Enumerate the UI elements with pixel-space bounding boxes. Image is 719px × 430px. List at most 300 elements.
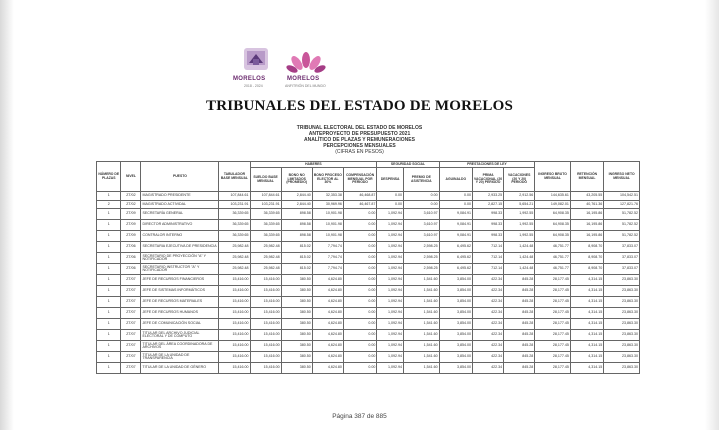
subtitle-tribunal: TRIBUNAL ELECTORAL DEL ESTADO DE MORELOS [296,125,423,131]
cell-vac: 845.28 [504,275,535,286]
cell-desp: 1,092.94 [377,352,404,363]
cell-tab: 15,416.00 [219,352,250,363]
cell-vac: 1,424.48 [504,242,535,253]
cell-desp: 1,092.94 [377,330,404,341]
cell-nivel: ZT/07 [121,308,141,319]
cell-tab: 15,416.00 [219,341,250,352]
cell-bproc: 7,794.74 [312,253,343,264]
cell-bruto: 28,177.45 [535,286,571,297]
cell-agui: 3,854.00 [439,275,472,286]
cell-ret: 4,314.15 [570,352,603,363]
cell-premio: 2,598.25 [404,242,440,253]
cell-nivel: ZT/02 [121,200,141,209]
cell-premio: 1,541.60 [404,275,440,286]
cell-bono: 380.50 [281,308,312,319]
cell-bruto: 46,751.77 [535,264,571,275]
cell-bono: 2,844.40 [281,200,312,209]
cell-neto: 37,833.07 [604,264,640,275]
right-logo-name: MORELOS [287,76,320,82]
cell-prima: 422.34 [473,275,504,286]
cell-nivel: ZT/07 [121,330,141,341]
cell-bono: 898.58 [281,220,312,231]
cell-desp: 1,092.94 [377,231,404,242]
cell-agui: 9,084.91 [439,231,472,242]
cell-comp: 46,467.87 [343,200,376,209]
cell-vac: 845.28 [504,363,535,374]
cell-ret: 40,761.36 [570,200,603,209]
left-logo-years: 2018 - 2024 [244,84,263,88]
cell-vac: 2,912.56 [504,192,535,201]
cell-neto: 37,833.07 [604,253,640,264]
cell-bono: 815.02 [281,242,312,253]
cell-nivel: ZT/07 [121,286,141,297]
cell-bruto: 28,177.45 [535,297,571,308]
cell-tab: 25,982.48 [219,242,250,253]
cell-bproc: 4,624.80 [312,352,343,363]
cell-desp: 0.00 [377,192,404,201]
cell-prima: 422.34 [473,297,504,308]
cell-neto: 51,782.52 [604,220,640,231]
cell-sueldo: 107,844.61 [250,192,281,201]
cell-vac: 1,992.55 [504,220,535,231]
cell-puesto: TITULAR DE LA UNIDAD DE TRANSPARENCIA [141,352,219,363]
cell-tab: 15,416.00 [219,330,250,341]
header-retencion: RETENCIÓN MENSUAL [570,162,603,192]
cell-prima: 422.34 [473,330,504,341]
cell-comp: 0.00 [343,363,376,374]
cell-bproc: 32,353.38 [312,192,343,201]
cell-nivel: ZT/06 [121,253,141,264]
cell-sueldo: 15,416.00 [250,341,281,352]
cell-n: 2 [97,200,121,209]
cell-sueldo: 15,416.00 [250,297,281,308]
cell-puesto: JEFE DE RECURSOS FINANCIEROS [141,275,219,286]
header-nivel: NIVEL [121,162,141,192]
header-group-haberes: HABERES [250,162,377,168]
cell-ret: 16,195.86 [570,220,603,231]
cell-n: 1 [97,352,121,363]
cell-prima: 998.33 [473,209,504,220]
header-vacaciones: VACACIONES (20 Y 20) PERIODO [504,168,535,192]
cell-vac: 1,992.55 [504,209,535,220]
cell-puesto: TITULAR DEL ARCHIVO JUDICIAL ELECTORAL Y DE CÓMPUTO [141,330,219,341]
cell-bproc: 4,624.80 [312,319,343,330]
cell-tab: 36,339.65 [219,231,250,242]
table-row [97,341,640,352]
cell-bproc: 4,624.80 [312,297,343,308]
cell-vac: 845.28 [504,286,535,297]
subtitle-percepciones: PERCEPCIONES MENSUALES [323,143,396,149]
cell-agui: 9,084.91 [439,209,472,220]
cell-vac: 845.28 [504,330,535,341]
cell-puesto: JEFE DE SISTEMAS INFORMÁTICOS [141,286,219,297]
cell-puesto: TITULAR DE LA UNIDAD DE GÉNERO [141,363,219,374]
cell-bproc: 7,794.74 [312,264,343,275]
table-row [97,192,640,201]
cell-nivel: ZT/07 [121,297,141,308]
salary-table [96,161,640,374]
cell-vac: 845.28 [504,297,535,308]
header-group-seguridad: SEGURIDAD SOCIAL [377,162,439,168]
cell-sueldo: 15,416.00 [250,286,281,297]
cell-ret: 16,195.86 [570,209,603,220]
cell-prima: 712.14 [473,253,504,264]
cell-neto: 23,863.30 [604,286,640,297]
cell-ret: 16,195.86 [570,231,603,242]
table-row [97,253,640,264]
cell-premio: 1,541.60 [404,297,440,308]
cell-bruto: 46,751.77 [535,253,571,264]
cell-tab: 15,416.00 [219,308,250,319]
cell-bono: 380.50 [281,352,312,363]
cell-tab: 36,339.65 [219,220,250,231]
cell-sueldo: 15,416.00 [250,352,281,363]
cell-bruto: 28,177.45 [535,363,571,374]
cell-neto: 51,782.52 [604,231,640,242]
cell-neto: 23,863.30 [604,308,640,319]
cell-bproc: 4,624.80 [312,308,343,319]
cell-desp: 1,092.94 [377,308,404,319]
cell-nivel: ZT/09 [121,231,141,242]
header-despensa: DESPENSA [377,168,404,192]
cell-puesto: JEFE DE RECURSOS MATERIALES [141,297,219,308]
cell-nivel: ZT/09 [121,209,141,220]
cell-desp: 1,092.94 [377,253,404,264]
cell-bproc: 10,901.98 [312,220,343,231]
subtitle-anteproyecto: ANTEPROYECTO DE PRESUPUESTO 2021 [308,131,411,137]
cell-nivel: ZT/07 [121,319,141,330]
cell-bono: 380.50 [281,297,312,308]
cell-neto: 23,863.30 [604,341,640,352]
table-row [97,352,640,363]
cell-agui: 0.00 [439,192,472,201]
cell-agui: 3,854.00 [439,352,472,363]
table-row [97,242,640,253]
cell-bruto: 64,908.35 [535,231,571,242]
cell-prima: 422.34 [473,319,504,330]
cell-nivel: ZT/02 [121,192,141,201]
cell-n: 1 [97,297,121,308]
cell-ret: 8,908.70 [570,253,603,264]
cell-vac: 845.28 [504,352,535,363]
cell-prima: 2,827.15 [473,200,504,209]
cell-tab: 25,982.48 [219,253,250,264]
cell-bproc: 4,624.80 [312,363,343,374]
cell-comp: 0.00 [343,275,376,286]
cell-tab: 15,416.00 [219,297,250,308]
cell-agui: 9,084.91 [439,220,472,231]
cell-nivel: ZT/07 [121,363,141,374]
cell-n: 1 [97,275,121,286]
cell-ret: 4,314.15 [570,363,603,374]
table-row [97,330,640,341]
cell-comp: 0.00 [343,341,376,352]
cell-bruto: 64,908.35 [535,209,571,220]
cell-sueldo: 15,416.00 [250,330,281,341]
cell-premio: 1,541.60 [404,352,440,363]
cell-agui: 3,854.00 [439,286,472,297]
cell-desp: 1,092.94 [377,242,404,253]
subtitle-cifras: (CIFRAS EN PESOS) [335,149,384,155]
cell-agui: 3,854.00 [439,330,472,341]
table-row [97,286,640,297]
cell-comp: 0.00 [343,242,376,253]
cell-puesto: MAGISTRADO ACTIVIDAL [141,200,219,209]
cell-n: 1 [97,209,121,220]
cell-comp: 0.00 [343,231,376,242]
cell-premio: 2,598.25 [404,264,440,275]
cell-sueldo: 15,416.00 [250,319,281,330]
cell-puesto: SECRETARIA EJECUTIVA DE PRESIDENCIA [141,242,219,253]
cell-vac: 845.28 [504,341,535,352]
cell-agui: 6,495.62 [439,264,472,275]
page-number: Página 387 de 885 [332,413,387,420]
header-bruto: INGRESO BRUTO MENSUAL [535,162,571,192]
cell-tab: 15,416.00 [219,363,250,374]
cell-agui: 3,854.00 [439,297,472,308]
cell-n: 1 [97,319,121,330]
cell-n: 1 [97,308,121,319]
cell-agui: 6,495.62 [439,242,472,253]
cell-prima: 422.34 [473,286,504,297]
cell-neto: 23,863.30 [604,363,640,374]
cell-bono: 380.50 [281,341,312,352]
cell-neto: 23,863.30 [604,330,640,341]
cell-bono: 2,844.40 [281,192,312,201]
cell-sueldo: 36,339.65 [250,231,281,242]
cell-bruto: 28,177.45 [535,275,571,286]
cell-puesto: SECRETARIO DE PROYECCIÓN "A" Y NOTIFICADOR [141,253,219,264]
cell-nivel: ZT/07 [121,275,141,286]
left-logo-name: MORELOS [233,76,266,82]
cell-desp: 1,092.94 [377,264,404,275]
header-prima: PRIMA VACACIONAL (20 Y 20) PERIODO [473,168,504,192]
cell-sueldo: 103,231.91 [250,200,281,209]
table-row [97,209,640,220]
cell-puesto: CONTRALOR INTERNO [141,231,219,242]
cell-premio: 3,610.97 [404,231,440,242]
cell-puesto: SECRETARIO INSTRUCTOR "A" Y NOTIFICADOR [141,264,219,275]
cell-ret: 43,205.55 [570,192,603,201]
cell-premio: 2,598.25 [404,253,440,264]
cell-desp: 1,092.94 [377,220,404,231]
cell-prima: 422.34 [473,352,504,363]
cell-premio: 1,541.60 [404,363,440,374]
cell-desp: 1,092.94 [377,363,404,374]
cell-agui: 6,495.62 [439,253,472,264]
cell-n: 1 [97,286,121,297]
cell-bono: 815.02 [281,264,312,275]
cell-n: 1 [97,242,121,253]
cell-vac: 1,424.48 [504,253,535,264]
cell-bproc: 7,794.74 [312,242,343,253]
cell-premio: 0.00 [404,200,440,209]
cell-comp: 0.00 [343,297,376,308]
table-row [97,220,640,231]
cell-premio: 1,541.60 [404,330,440,341]
cell-neto: 23,863.30 [604,352,640,363]
cell-bproc: 4,624.80 [312,275,343,286]
table-row [97,264,640,275]
cell-bruto: 28,177.45 [535,330,571,341]
cell-bono: 380.50 [281,363,312,374]
cell-sueldo: 25,982.48 [250,242,281,253]
cell-ret: 4,314.15 [570,275,603,286]
cell-ret: 4,314.15 [570,341,603,352]
table-row [97,200,640,209]
header-aguinaldo: AGUINALDO [439,168,472,192]
cell-desp: 1,092.94 [377,319,404,330]
header-bono: BONO NO LIMITADOS (PROMEDIO) [281,168,312,192]
cell-ret: 8,908.70 [570,242,603,253]
cell-neto: 23,863.30 [604,319,640,330]
cell-comp: 0.00 [343,308,376,319]
header-premio: PREMIO DE ASISTENCIA [404,168,440,192]
table-row [97,308,640,319]
header-puesto: PUESTO [141,162,219,192]
cell-comp: 0.00 [343,220,376,231]
cell-sueldo: 36,339.65 [250,209,281,220]
right-logo-tagline: ANFITRIÓN DEL MUNDO [285,84,326,88]
header-tabulador: TABULADOR BASE MENSUAL [219,162,250,192]
cell-ret: 4,314.15 [570,286,603,297]
cell-tab: 15,416.00 [219,286,250,297]
cell-premio: 3,610.97 [404,209,440,220]
cell-vac: 845.28 [504,319,535,330]
cell-n: 1 [97,253,121,264]
cell-agui: 3,854.00 [439,341,472,352]
cell-agui: 3,854.00 [439,308,472,319]
cell-agui: 3,854.00 [439,363,472,374]
cell-desp: 1,092.94 [377,275,404,286]
cell-desp: 1,092.94 [377,341,404,352]
header-sueldo: SUELDO BASE MENSUAL [250,168,281,192]
header-numero: NÚMERO DE PLAZAS [97,162,121,192]
cell-nivel: ZT/07 [121,352,141,363]
cell-comp: 0.00 [343,253,376,264]
cell-tab: 15,416.00 [219,275,250,286]
cell-comp: 0.00 [343,209,376,220]
cell-comp: 46,468.87 [343,192,376,201]
cell-prima: 422.34 [473,363,504,374]
cell-comp: 0.00 [343,319,376,330]
cell-nivel: ZT/06 [121,264,141,275]
cell-puesto: DIRECTOR ADMINISTRATIVO [141,220,219,231]
cell-neto: 104,542.51 [604,192,640,201]
cell-prima: 422.34 [473,341,504,352]
cell-n: 1 [97,264,121,275]
cell-prima: 998.33 [473,231,504,242]
cell-bruto: 28,177.45 [535,308,571,319]
cell-sueldo: 15,416.00 [250,308,281,319]
cell-bruto: 149,082.01 [535,200,571,209]
cell-sueldo: 15,416.00 [250,363,281,374]
cell-premio: 0.00 [404,192,440,201]
cell-ret: 4,314.15 [570,308,603,319]
header-group-prestaciones: PRESTACIONES DE LEY [439,162,535,168]
cell-bruto: 28,177.45 [535,352,571,363]
cell-vac: 1,424.48 [504,264,535,275]
cell-bruto: 28,177.45 [535,341,571,352]
cell-tab: 36,339.65 [219,209,250,220]
cell-bono: 815.02 [281,253,312,264]
cell-sueldo: 15,416.00 [250,275,281,286]
cell-puesto: JEFE DE COMUNICACIÓN SOCIAL [141,319,219,330]
cell-ret: 4,314.15 [570,297,603,308]
cell-agui: 3,854.00 [439,319,472,330]
cell-desp: 1,092.94 [377,209,404,220]
cell-bruto: 64,908.35 [535,220,571,231]
cell-prima: 998.33 [473,220,504,231]
cell-bono: 898.58 [281,231,312,242]
cell-bono: 380.50 [281,319,312,330]
cell-tab: 107,844.61 [219,192,250,201]
cell-premio: 3,610.97 [404,220,440,231]
cell-bono: 380.50 [281,275,312,286]
cell-bproc: 10,901.98 [312,209,343,220]
cell-premio: 1,541.60 [404,319,440,330]
cell-ret: 4,314.15 [570,330,603,341]
cell-n: 1 [97,220,121,231]
cell-premio: 1,541.60 [404,341,440,352]
cell-tab: 15,416.00 [219,319,250,330]
table-row [97,231,640,242]
cell-prima: 422.34 [473,308,504,319]
cell-neto: 23,863.30 [604,275,640,286]
cell-puesto: JEFE DE RECURSOS HUMANOS [141,308,219,319]
cell-vac: 845.28 [504,308,535,319]
cell-comp: 0.00 [343,330,376,341]
cell-bproc: 4,624.80 [312,330,343,341]
cell-n: 1 [97,231,121,242]
cell-n: 1 [97,330,121,341]
header-neto: INGRESO NETO MENSUAL [604,162,640,192]
cell-vac: 5,654.21 [504,200,535,209]
cell-premio: 1,541.60 [404,286,440,297]
table-row [97,275,640,286]
cell-bono: 898.58 [281,209,312,220]
cell-bono: 380.50 [281,330,312,341]
cell-prima: 2,933.25 [473,192,504,201]
cell-puesto: SECRETARÍA GENERAL [141,209,219,220]
table-row [97,363,640,374]
cell-premio: 1,541.60 [404,308,440,319]
cell-desp: 0.00 [377,200,404,209]
cell-sueldo: 25,982.48 [250,253,281,264]
header-compensacion: COMPENSACIÓN MENSUAL POR PERIODO [343,168,376,192]
cell-tab: 103,231.91 [219,200,250,209]
cell-prima: 712.14 [473,242,504,253]
cell-puesto: TITULAR DEL ÁREA COORDINADORA DE ARCHIVOS [141,341,219,352]
cell-desp: 1,092.94 [377,286,404,297]
cell-bproc: 4,624.80 [312,341,343,352]
cell-bruto: 28,177.45 [535,319,571,330]
cell-nivel: ZT/06 [121,242,141,253]
cell-ret: 4,314.15 [570,319,603,330]
cell-nivel: ZT/09 [121,220,141,231]
cell-n: 1 [97,341,121,352]
cell-bproc: 4,624.80 [312,286,343,297]
cell-bono: 380.50 [281,286,312,297]
cell-ret: 8,908.70 [570,264,603,275]
cell-desp: 1,092.94 [377,297,404,308]
cell-prima: 712.14 [473,264,504,275]
cell-comp: 0.00 [343,286,376,297]
cell-n: 1 [97,192,121,201]
document-title: TRIBUNALES DEL ESTADO DE MORELOS [205,98,514,114]
table-row [97,297,640,308]
cell-bproc: 10,901.98 [312,231,343,242]
